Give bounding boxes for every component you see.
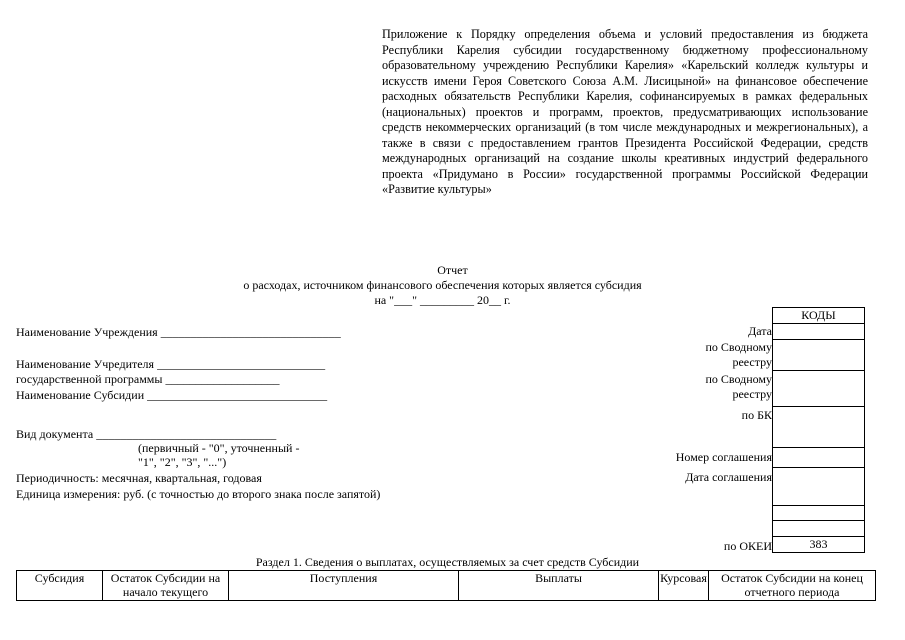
program-field[interactable]: государственной программы ___________________ <box>16 372 280 386</box>
codes-header: КОДЫ <box>773 308 865 324</box>
subsidy-field[interactable]: Наименование Субсидии ______________________________ <box>16 388 328 402</box>
col-exchange: Курсовая <box>659 571 709 601</box>
code-agreement-date[interactable] <box>773 468 865 506</box>
founder-field[interactable]: Наименование Учредителя ____________________________ <box>16 357 326 371</box>
section1-title: Раздел 1. Сведения о выплатах, осуществляемых за счет средств Субсидии <box>255 555 640 569</box>
code-registry-2[interactable] <box>773 371 865 407</box>
table-header-row <box>17 571 876 601</box>
col-closing-balance: Остаток Субсидии на конец отчетного периода <box>709 571 876 601</box>
institution-field[interactable]: Наименование Учреждения ______________________________ <box>16 325 341 339</box>
code-bk[interactable] <box>773 407 865 448</box>
doc-type-field[interactable]: Вид документа ______________________________ <box>16 427 277 441</box>
col-subsidy: Субсидия <box>17 571 103 601</box>
report-title: Отчет <box>437 263 468 277</box>
doc-type-hint-2: "1", "2", "3", "...") <box>138 455 227 469</box>
report-date-line: на "___" _________ 20__ г. <box>374 293 511 307</box>
codes-table <box>772 307 865 553</box>
registry-label-2a: по Сводному <box>705 372 772 386</box>
code-okei: 383 <box>773 537 865 553</box>
col-receipts: Поступления <box>229 571 459 601</box>
code-registry-1[interactable] <box>773 340 865 371</box>
appendix-text: Приложение к Порядку определения объема и условий предоставления из бюджета Республики Карелия субсидии государственному бюджетному профессиональному образовательному учреждению Республики Карелия» «Карельский колледж культуры и искусств имени Героя Советского Союза А.М. Лисицыной» на финансовое обеспечение расходных обязательств Республики Карелия, софинансируемых в рамках федеральных (национальных) проектов и программ, проектов, предусматривающих использование средств некоммерческих организаций (в том числе международных и межрегиональных), а также в связи с предоставлением грантов Президента Российской Федерации, средств международных организаций на создание школы креативных индустрий федерального проекта «Придумано в России» государственной программы Российской Федерации «Развитие культуры» <box>382 27 868 196</box>
agreement-date-label: Дата соглашения <box>685 470 772 484</box>
col-payments: Выплаты <box>459 571 659 601</box>
code-agreement-number[interactable] <box>773 448 865 468</box>
agreement-number-label: Номер соглашения <box>675 450 772 464</box>
date-label: Дата <box>748 324 772 338</box>
section1-table <box>16 570 876 601</box>
bk-label: по БК <box>741 408 772 422</box>
code-blank-2[interactable] <box>773 521 865 537</box>
report-subtitle: о расходах, источником финансового обеспечения которых является субсидия <box>243 278 642 292</box>
col-opening-balance: Остаток Субсидии на начало текущего <box>103 571 229 601</box>
code-blank[interactable] <box>773 506 865 521</box>
unit-label: Единица измерения: руб. (с точностью до второго знака после запятой) <box>16 487 381 501</box>
registry-label-2b: реестру <box>732 387 772 401</box>
code-date[interactable] <box>773 324 865 340</box>
okei-label: по ОКЕИ <box>723 539 772 553</box>
registry-label-1b: реестру <box>732 355 772 369</box>
periodicity-label: Периодичность: месячная, квартальная, годовая <box>16 471 262 485</box>
registry-label-1a: по Сводному <box>705 340 772 354</box>
doc-type-hint: (первичный - "0", уточненный - <box>138 441 300 455</box>
